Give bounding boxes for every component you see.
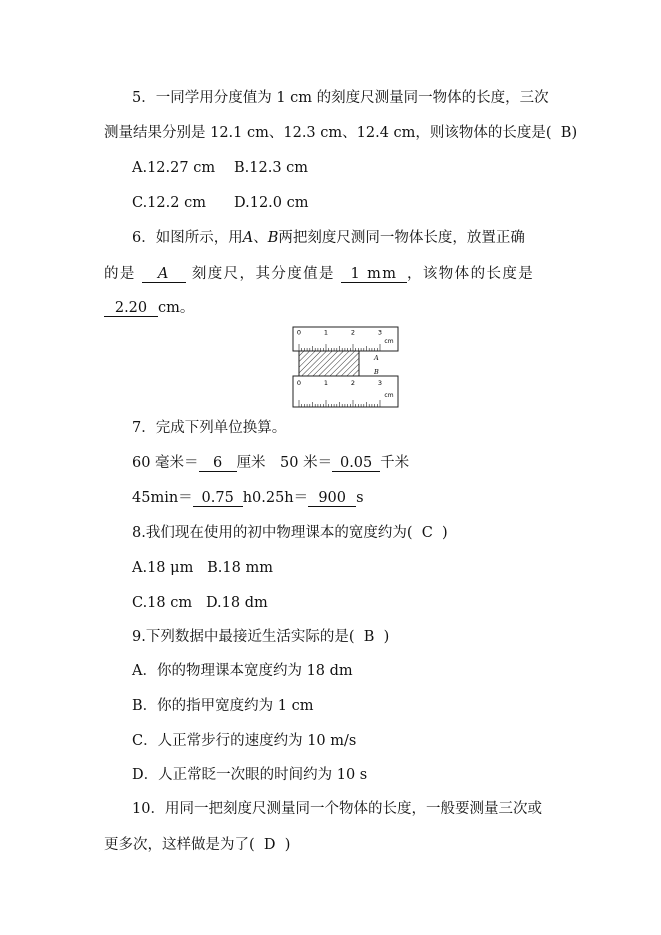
q6-line2-mid: 刻度尺，其分度值是 (191, 266, 335, 282)
ruler-b (293, 376, 398, 407)
q7-blank-s: 900 (308, 490, 356, 507)
q7-row1-end: 千米 (380, 455, 410, 471)
q8-answer: C (421, 525, 433, 541)
ruler-b-tick-0: 0 (296, 379, 302, 387)
q8-stem (132, 523, 448, 543)
ruler-b-tick-1: 1 (323, 379, 329, 387)
ruler-a-label: A (374, 354, 379, 362)
q7-blank-h: 0.75 (193, 490, 243, 507)
q9-answer: B (363, 629, 375, 645)
q10-close: ) (284, 837, 291, 853)
q6-line1-text: 6．如图所示，用 (132, 230, 243, 246)
q6-blank-ruler: A (142, 266, 186, 283)
q7-row2-mid: h0.25h＝ (242, 490, 309, 506)
q6-line1 (132, 228, 525, 248)
ruler-a-tick-0: 0 (296, 328, 302, 337)
q9-option-d: D．人正常眨一次眼的时间约为 10 s (132, 767, 368, 783)
q8-close: ) (442, 525, 448, 541)
q7-blank-km: 0.05 (332, 455, 380, 472)
q9-option-c: C．人正常步行的速度约为 10 m/s (132, 733, 357, 749)
q10-line1: 10．用同一把刻度尺测量同一个物体的长度，一般要测量三次或 (132, 801, 542, 817)
measured-object (299, 351, 359, 376)
q6-line2-text: 的是 (104, 266, 136, 282)
q9-stem (132, 627, 389, 647)
ruler-b-tick-3: 3 (377, 379, 383, 387)
ruler-a-tick-2: 2 (350, 328, 356, 337)
q6-line2 (104, 264, 534, 284)
ruler-figure (290, 325, 400, 410)
q8-option-d: D.18 dm (205, 595, 268, 611)
ruler-b-unit: cm (384, 392, 394, 399)
q8-option-a: A.18 μm (132, 560, 194, 576)
q9-stem-text: 9.下列数据中最接近生活实际的是( (132, 629, 355, 645)
q5-line1: 5．一同学用分度值为 1 cm 的刻度尺测量同一物体的长度，三次 (132, 90, 549, 106)
q7-row2 (132, 488, 364, 508)
q5-option-a: A.12.27 cm (132, 160, 216, 176)
q5-line2 (104, 123, 577, 143)
q6-ruler-a-ref: A (242, 230, 254, 246)
q8-option-c: C.18 cm (132, 595, 193, 611)
q9-option-b: B．你的指甲宽度约为 1 cm (132, 698, 314, 714)
q8-stem-text: 8.我们现在使用的初中物理课本的宽度约为( (132, 525, 413, 541)
q5-option-c: C.12.2 cm (132, 195, 206, 211)
q7-row1-text: 60 毫米＝ (132, 455, 199, 471)
q7-row2-end: s (356, 490, 364, 506)
ruler-b-label: B (374, 368, 379, 376)
q6-separator: 、 (253, 230, 268, 246)
q6-ruler-b-ref: B (267, 230, 279, 246)
q5-answer: B (560, 125, 572, 141)
q5-close: ) (571, 125, 578, 141)
q6-line3-unit: cm。 (158, 300, 195, 316)
q7-row1 (132, 453, 409, 473)
q8-options-ab (132, 558, 273, 578)
ruler-a (293, 327, 398, 351)
q7-row1-mid: 厘米 50 米＝ (236, 455, 333, 471)
q9-close: ) (383, 629, 390, 645)
ruler-a-tick-3: 3 (377, 328, 383, 337)
q8-options-cd (132, 593, 268, 613)
ruler-a-tick-1: 1 (323, 328, 329, 337)
q6-line3 (104, 298, 194, 318)
q5-option-b: B.12.3 cm (234, 160, 309, 176)
ruler-a-unit: cm (384, 338, 394, 345)
ruler-b-tick-2: 2 (350, 379, 356, 387)
q5-line2-text: 测量结果分别是 12.1 cm、12.3 cm、12.4 cm，则该物体的长度是( (104, 125, 552, 141)
q5-option-d: D.12.0 cm (234, 195, 309, 211)
q6-blank-division: 1 mm (341, 266, 407, 283)
q7-title: 7．完成下列单位换算。 (132, 420, 287, 436)
q10-line2 (104, 835, 290, 855)
q7-row2-text: 45min＝ (132, 490, 193, 506)
q10-answer: D (263, 837, 276, 853)
q6-line2-end: ，该物体的长度是 (406, 266, 535, 282)
q8-option-b: B.18 mm (207, 560, 273, 576)
q7-blank-cm: 6 (199, 455, 237, 472)
q10-line2-text: 更多次，这样做是为了( (104, 837, 255, 853)
q6-line1-rest: 两把刻度尺测同一物体长度，放置正确 (278, 230, 525, 246)
q9-option-a: A．你的物理课本宽度约为 18 dm (132, 663, 353, 679)
q6-blank-length: 2.20 (104, 300, 158, 317)
